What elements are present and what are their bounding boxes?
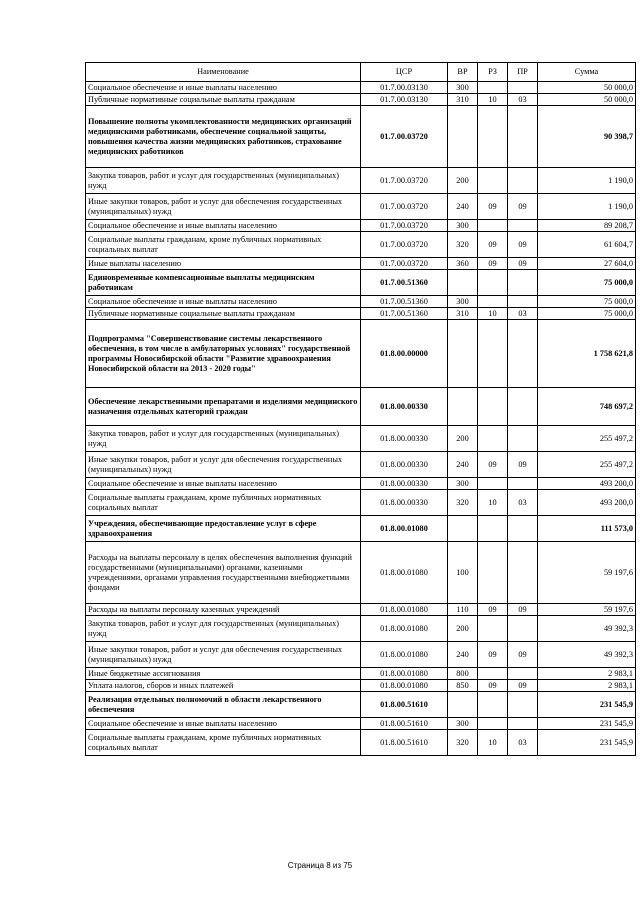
cell-csr: 01.7.00.03720 [361,220,448,232]
cell-sum: 111 573,0 [538,516,636,542]
cell-vr [448,692,478,718]
cell-sum: 255 497,2 [538,426,636,452]
cell-sum: 27 604,0 [538,258,636,270]
table-row [86,308,636,320]
cell-rz [478,82,508,94]
cell-csr: 01.8.00.00330 [361,490,448,516]
cell-pr [508,270,538,296]
table-row [86,490,636,516]
cell-vr: 300 [448,718,478,730]
cell-vr: 240 [448,642,478,668]
cell-sum: 49 392,3 [538,642,636,668]
cell-sum: 231 545,9 [538,730,636,756]
cell-pr [508,220,538,232]
cell-name: Закупка товаров, работ и услуг для государственных (муниципальных) нужд [86,616,361,642]
cell-rz [478,426,508,452]
cell-sum: 493 200,0 [538,478,636,490]
cell-sum: 255 497,2 [538,452,636,478]
cell-pr [508,296,538,308]
cell-rz [478,668,508,680]
cell-rz: 09 [478,232,508,258]
cell-name: Социальное обеспечение и иные выплаты населению [86,296,361,308]
table-row [86,718,636,730]
cell-csr: 01.8.00.00000 [361,320,448,388]
header-sum: Сумма [538,63,636,82]
cell-vr [448,320,478,388]
cell-pr [508,542,538,604]
cell-rz [478,516,508,542]
table-body [86,82,636,756]
header-name: Наименование [86,63,361,82]
table-row [86,388,636,426]
cell-pr: 09 [508,452,538,478]
cell-sum: 75 000,0 [538,270,636,296]
table-row [86,616,636,642]
cell-name: Обеспечение лекарственными препаратами и изделиями медицинского назначения отдельных категорий граждан [86,388,361,426]
cell-rz: 09 [478,258,508,270]
cell-csr: 01.8.00.01080 [361,516,448,542]
cell-csr: 01.7.00.03720 [361,168,448,194]
table-row [86,642,636,668]
cell-rz [478,478,508,490]
cell-pr: 03 [508,490,538,516]
cell-vr: 110 [448,604,478,616]
cell-name: Иные закупки товаров, работ и услуг для обеспечения государственных (муниципальных) нужд [86,194,361,220]
cell-sum: 1 190,0 [538,168,636,194]
cell-sum: 2 983,1 [538,668,636,680]
table-header-row [86,63,636,82]
cell-name: Учреждения, обеспечивающие предоставление услуг в сфере здравоохранения [86,516,361,542]
cell-pr: 09 [508,680,538,692]
cell-vr: 200 [448,426,478,452]
cell-rz: 09 [478,194,508,220]
cell-vr: 310 [448,94,478,106]
cell-rz: 09 [478,642,508,668]
cell-sum: 61 604,7 [538,232,636,258]
cell-csr: 01.8.00.01080 [361,668,448,680]
cell-vr [448,388,478,426]
budget-table [85,62,636,756]
page-footer [0,861,640,870]
table-row [86,516,636,542]
cell-name: Уплата налогов, сборов и иных платежей [86,680,361,692]
cell-pr: 09 [508,232,538,258]
cell-name: Социальные выплаты гражданам, кроме публичных нормативных социальных выплат [86,730,361,756]
cell-pr [508,478,538,490]
cell-csr: 01.8.00.51610 [361,730,448,756]
cell-csr: 01.8.00.51610 [361,718,448,730]
cell-sum: 231 545,9 [538,718,636,730]
cell-pr [508,106,538,168]
cell-csr: 01.7.00.51360 [361,308,448,320]
cell-name: Закупка товаров, работ и услуг для государственных (муниципальных) нужд [86,168,361,194]
cell-sum: 50 000,0 [538,94,636,106]
cell-sum: 493 200,0 [538,490,636,516]
cell-name: Социальное обеспечение и иные выплаты населению [86,718,361,730]
cell-csr: 01.7.00.03130 [361,82,448,94]
cell-pr [508,320,538,388]
table-row [86,82,636,94]
cell-pr: 03 [508,730,538,756]
cell-pr [508,516,538,542]
cell-csr: 01.8.00.01080 [361,680,448,692]
header-rz: РЗ [478,63,508,82]
cell-vr: 240 [448,194,478,220]
cell-vr: 300 [448,478,478,490]
cell-pr: 09 [508,604,538,616]
table-row [86,94,636,106]
cell-sum: 75 000,0 [538,308,636,320]
cell-sum: 231 545,9 [538,692,636,718]
table-row [86,270,636,296]
cell-pr: 09 [508,258,538,270]
header-vr: ВР [448,63,478,82]
cell-pr: 03 [508,308,538,320]
cell-vr: 200 [448,168,478,194]
table-row [86,668,636,680]
header-pr: ПР [508,63,538,82]
cell-rz [478,718,508,730]
cell-name: Социальное обеспечение и иные выплаты населению [86,220,361,232]
cell-name: Иные закупки товаров, работ и услуг для обеспечения государственных (муниципальных) нужд [86,642,361,668]
cell-pr: 03 [508,94,538,106]
cell-name: Реализация отдельных полномочий в области лекарственного обеспечения [86,692,361,718]
cell-vr: 800 [448,668,478,680]
cell-rz: 09 [478,452,508,478]
cell-vr: 300 [448,296,478,308]
cell-name: Социальное обеспечение и иные выплаты населению [86,82,361,94]
cell-rz: 10 [478,94,508,106]
cell-csr: 01.8.00.01080 [361,542,448,604]
cell-rz [478,220,508,232]
cell-csr: 01.8.00.01080 [361,616,448,642]
cell-name: Иные закупки товаров, работ и услуг для обеспечения государственных (муниципальных) нужд [86,452,361,478]
table-row [86,426,636,452]
cell-vr: 320 [448,730,478,756]
cell-rz [478,542,508,604]
cell-name: Расходы на выплаты персоналу казенных учреждений [86,604,361,616]
cell-rz: 10 [478,490,508,516]
cell-csr: 01.7.00.51360 [361,296,448,308]
cell-name: Социальные выплаты гражданам, кроме публичных нормативных социальных выплат [86,232,361,258]
cell-pr [508,692,538,718]
cell-csr: 01.7.00.51360 [361,270,448,296]
cell-name: Повышение полноты укомплектованности медицинских организаций медицинскими работниками, обеспечение социальной защиты, повышения качества жизни медицинских работников, страхование медицинских работников [86,106,361,168]
table-row [86,478,636,490]
cell-vr [448,516,478,542]
cell-csr: 01.8.00.01080 [361,642,448,668]
cell-name: Иные бюджетные ассигнования [86,668,361,680]
cell-sum: 90 398,7 [538,106,636,168]
cell-rz: 09 [478,604,508,616]
table-row [86,320,636,388]
cell-pr [508,388,538,426]
cell-csr: 01.7.00.03720 [361,194,448,220]
cell-rz [478,320,508,388]
cell-vr: 100 [448,542,478,604]
cell-rz [478,692,508,718]
cell-pr: 09 [508,642,538,668]
table-row [86,106,636,168]
cell-rz [478,296,508,308]
cell-sum: 89 208,7 [538,220,636,232]
cell-rz [478,106,508,168]
cell-name: Закупка товаров, работ и услуг для государственных (муниципальных) нужд [86,426,361,452]
cell-sum: 49 392,3 [538,616,636,642]
cell-vr: 300 [448,82,478,94]
cell-csr: 01.7.00.03720 [361,232,448,258]
table-row [86,194,636,220]
cell-csr: 01.7.00.03720 [361,258,448,270]
cell-vr: 320 [448,232,478,258]
cell-rz [478,388,508,426]
table-row [86,452,636,478]
cell-pr [508,82,538,94]
cell-sum: 2 983,1 [538,680,636,692]
cell-sum: 75 000,0 [538,296,636,308]
cell-pr [508,168,538,194]
cell-rz: 10 [478,308,508,320]
cell-csr: 01.8.00.01080 [361,604,448,616]
cell-vr [448,270,478,296]
table-row [86,604,636,616]
table-row [86,692,636,718]
table-row [86,220,636,232]
cell-csr: 01.8.00.00330 [361,388,448,426]
table-row [86,232,636,258]
cell-name: Единовременные компенсационные выплаты медицинским работникам [86,270,361,296]
cell-sum: 59 197,6 [538,604,636,616]
cell-vr: 300 [448,220,478,232]
cell-sum: 59 197,6 [538,542,636,604]
table-row [86,542,636,604]
cell-rz: 09 [478,680,508,692]
cell-csr: 01.8.00.00330 [361,478,448,490]
cell-rz [478,616,508,642]
cell-sum: 748 697,2 [538,388,636,426]
header-csr: ЦСР [361,63,448,82]
cell-vr: 360 [448,258,478,270]
cell-vr [448,106,478,168]
cell-vr: 200 [448,616,478,642]
cell-name: Социальные выплаты гражданам, кроме публичных нормативных социальных выплат [86,490,361,516]
cell-name: Публичные нормативные социальные выплаты гражданам [86,94,361,106]
cell-pr [508,616,538,642]
cell-sum: 50 000,0 [538,82,636,94]
cell-rz [478,168,508,194]
cell-pr [508,718,538,730]
table-row [86,730,636,756]
cell-sum: 1 758 621,8 [538,320,636,388]
cell-name: Публичные нормативные социальные выплаты гражданам [86,308,361,320]
cell-rz: 10 [478,730,508,756]
cell-csr: 01.8.00.51610 [361,692,448,718]
cell-csr: 01.7.00.03720 [361,106,448,168]
cell-vr: 320 [448,490,478,516]
cell-vr: 310 [448,308,478,320]
cell-pr: 09 [508,194,538,220]
cell-csr: 01.7.00.03130 [361,94,448,106]
table-row [86,168,636,194]
page-number: Страница 8 из 75 [287,861,353,870]
cell-csr: 01.8.00.00330 [361,452,448,478]
cell-rz [478,270,508,296]
cell-name: Иные выплаты населению [86,258,361,270]
cell-name: Расходы на выплаты персоналу в целях обеспечения выполнения функций государственными (муниципальными) органами, казенными учреждениями, органами управления государственными внебюджетными фондами [86,542,361,604]
cell-vr: 240 [448,452,478,478]
cell-name: Социальное обеспечение и иные выплаты населению [86,478,361,490]
table-row [86,296,636,308]
cell-pr [508,426,538,452]
cell-name: Подпрограмма "Совершенствование системы лекарственного обеспечения, в том числе в амбулаторных условиях" государственной программы Новосибирской области "Развитие здравоохранения Новосибирской области на 2013 - 2020 годы" [86,320,361,388]
cell-pr [508,668,538,680]
cell-sum: 1 190,0 [538,194,636,220]
cell-vr: 850 [448,680,478,692]
table-row [86,680,636,692]
table-row [86,258,636,270]
cell-csr: 01.8.00.00330 [361,426,448,452]
